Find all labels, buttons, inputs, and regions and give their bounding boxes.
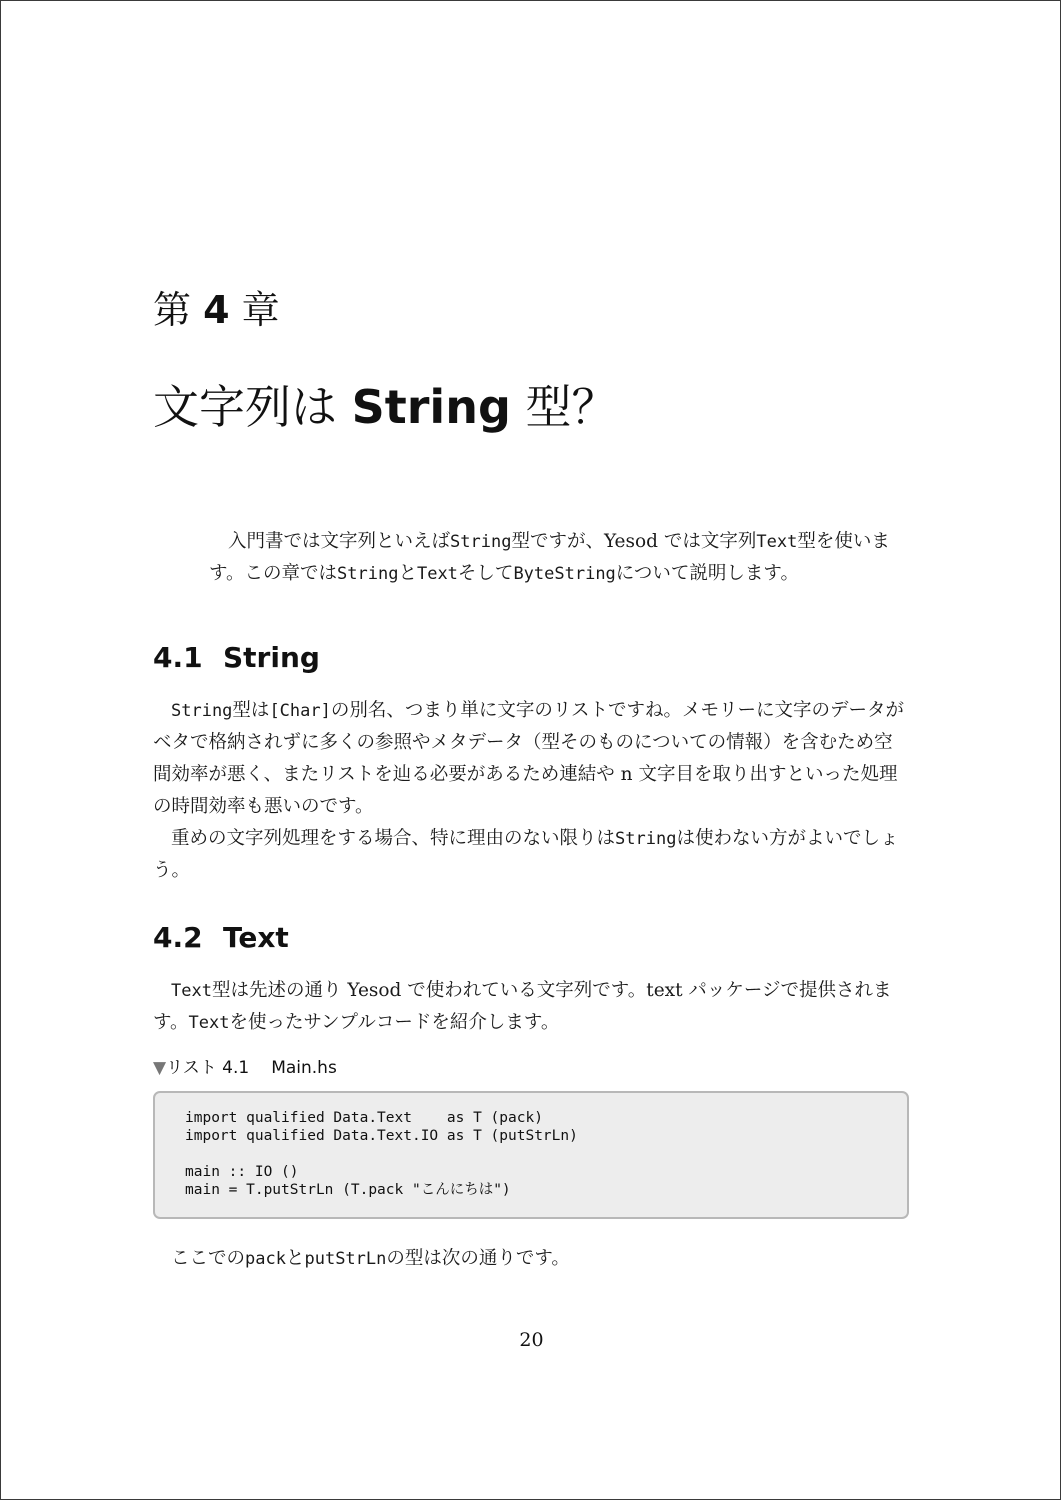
chapter-title <box>153 371 618 437</box>
chapter-label <box>153 279 280 334</box>
para-text: ここでの <box>171 1248 246 1269</box>
abstract-text-5: そして <box>457 563 514 584</box>
code-inline: [Char] <box>269 701 331 721</box>
paragraph <box>153 823 911 887</box>
chapter-abstract <box>209 526 911 590</box>
section-title: String <box>223 641 320 674</box>
section-4-1-body <box>153 695 911 887</box>
chapter-title-ja: 文字列は <box>153 380 337 434</box>
abstract-text-3: 型を使います。この章では <box>209 531 890 584</box>
chapter-number: 4 <box>203 288 230 332</box>
para-text: 型は先述の通り Yesod で使われている文字列です。text パッケージで提供されます。 <box>153 980 892 1033</box>
section-heading-4-1 <box>153 641 320 674</box>
chapter-title-suffix: 型？ <box>525 380 618 434</box>
code-inline: String <box>615 829 677 849</box>
code-inline: Text <box>416 564 458 584</box>
para-text: と <box>285 1248 305 1269</box>
code-inline: Text <box>171 981 212 1001</box>
code-inline: String <box>171 701 233 721</box>
para-text: の型は次の通りです。 <box>386 1248 570 1269</box>
abstract-text-1: 入門書では文字列といえば <box>228 531 451 552</box>
code-inline: String <box>337 564 399 584</box>
code-inline: pack <box>245 1249 286 1269</box>
after-listing-text <box>153 1243 911 1275</box>
paragraph <box>153 1243 911 1275</box>
listing-filename: Main.hs <box>271 1058 337 1078</box>
listing-caption <box>153 1053 337 1078</box>
abstract-text-2: 型ですが、Yesod では文字列 <box>511 531 757 552</box>
section-number: 4.1 <box>153 641 203 674</box>
para-text: は使わない方がよいでしょう。 <box>153 828 899 881</box>
code-inline: Text <box>756 532 798 552</box>
code-inline: String <box>450 532 512 552</box>
code-inline: ByteString <box>513 564 616 584</box>
chapter-label-prefix: 第 <box>153 288 192 332</box>
paragraph <box>153 695 911 823</box>
code-inline: Text <box>188 1013 230 1033</box>
chapter-label-suffix: 章 <box>241 288 280 332</box>
abstract-text-4: と <box>398 563 417 584</box>
listing-label: リスト 4.1 <box>166 1058 250 1078</box>
para-text: 重めの文字列処理をする場合、特に理由のない限りは <box>171 828 616 849</box>
abstract-paragraph <box>209 526 911 590</box>
para-text: の別名、つまり単に文字のリストですね。メモリーに文字のデータがベタで格納されずに多くの参照やメタデータ（型そのものについての情報）を含むため空間効率が悪く、またリストを辿る必要があるため連結や n 文字目を取り出すといった処理の時間効率も悪いのです。 <box>153 700 904 817</box>
code-inline: putStrLn <box>304 1249 387 1269</box>
chapter-title-en: String <box>351 380 511 434</box>
para-text: 型は <box>232 700 270 721</box>
abstract-text-6: について説明します。 <box>615 563 799 584</box>
code-block: import qualified Data.Text as T (pack) import qualified Data.Text.IO as T (putStrLn) main :: IO () main = T.putStrLn (T.pack "こんにちは") <box>185 1110 578 1198</box>
paragraph <box>153 975 911 1039</box>
section-number: 4.2 <box>153 921 203 954</box>
triangle-marker-icon: ▼ <box>153 1058 167 1078</box>
code-listing <box>153 1091 909 1219</box>
para-text: を使ったサンプルコードを紹介します。 <box>229 1012 560 1033</box>
section-heading-4-2 <box>153 921 289 954</box>
page-number: 20 <box>519 1329 544 1351</box>
section-title: Text <box>223 921 289 954</box>
section-4-2-body <box>153 975 911 1039</box>
